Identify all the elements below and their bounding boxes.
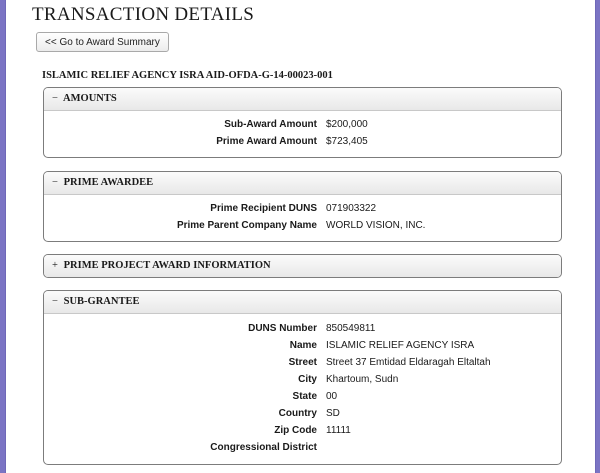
amounts-panel-header[interactable]: [44, 88, 561, 111]
sub-award-amount-row: [44, 116, 561, 133]
prime-project-award-panel-header[interactable]: [44, 255, 561, 277]
field-label: Prime Recipient DUNS: [210, 203, 317, 214]
name-row: [44, 337, 561, 354]
field-value: ISLAMIC RELIEF AGENCY ISRA: [326, 340, 475, 351]
page-title: TRANSACTION DETAILS: [32, 4, 255, 25]
amounts-rows: [44, 111, 561, 150]
expand-icon: +: [52, 260, 58, 271]
duns-number-row: [44, 320, 561, 337]
field-value: 071903322: [326, 203, 377, 214]
zip-code-row: [44, 422, 561, 439]
field-label: Name: [289, 340, 317, 351]
prime-awardee-rows: [44, 195, 561, 234]
sub-grantee-panel-title: SUB-GRANTEE: [63, 296, 140, 307]
field-label: Congressional District: [210, 442, 317, 453]
field-label: State: [292, 391, 317, 402]
field-label: Sub-Award Amount: [224, 119, 317, 130]
sub-grantee-panel: [43, 290, 562, 465]
collapse-icon: −: [52, 296, 58, 307]
field-value: 11111: [326, 425, 351, 436]
congressional-district-row: [44, 439, 561, 456]
field-value: Khartoum, Sudn: [326, 374, 399, 385]
field-label: Prime Parent Company Name: [176, 220, 317, 231]
field-label: Prime Award Amount: [216, 136, 317, 147]
field-label: Street: [288, 357, 317, 368]
field-label: Zip Code: [274, 425, 317, 436]
prime-project-award-panel-title: PRIME PROJECT AWARD INFORMATION: [63, 260, 271, 271]
amounts-panel-title: AMOUNTS: [63, 93, 117, 104]
go-to-award-summary-button[interactable]: << Go to Award Summary: [36, 32, 169, 52]
field-value: 850549811: [326, 323, 376, 334]
field-label: Country: [278, 408, 317, 419]
field-value: Street 37 Emtidad Eldaragah Eltaltah: [326, 357, 491, 368]
field-label: City: [298, 374, 317, 385]
street-row: [44, 354, 561, 371]
country-row: [44, 405, 561, 422]
prime-awardee-panel-header[interactable]: [44, 172, 561, 195]
prime-recipient-duns-row: [44, 200, 561, 217]
transaction-details-page: [5, 0, 596, 473]
sub-grantee-panel-header[interactable]: [44, 291, 561, 314]
collapse-icon: −: [52, 177, 58, 188]
field-value: WORLD VISION, INC.: [326, 220, 426, 231]
field-value: 00: [326, 391, 338, 402]
prime-awardee-panel: [43, 171, 562, 242]
prime-award-amount-row: [44, 133, 561, 150]
award-identifier: ISLAMIC RELIEF AGENCY ISRA AID-OFDA-G-14-00023-001: [42, 70, 333, 81]
field-value: $200,000: [326, 119, 368, 130]
field-label: DUNS Number: [248, 323, 317, 334]
field-value: SD: [326, 408, 340, 419]
sub-grantee-rows: [44, 314, 561, 456]
prime-project-award-panel: [43, 254, 562, 278]
amounts-panel: [43, 87, 562, 158]
collapse-icon: −: [52, 93, 58, 104]
field-value: $723,405: [326, 136, 368, 147]
prime-parent-company-row: [44, 217, 561, 234]
prime-awardee-panel-title: PRIME AWARDEE: [63, 177, 154, 188]
city-row: [44, 371, 561, 388]
state-row: [44, 388, 561, 405]
